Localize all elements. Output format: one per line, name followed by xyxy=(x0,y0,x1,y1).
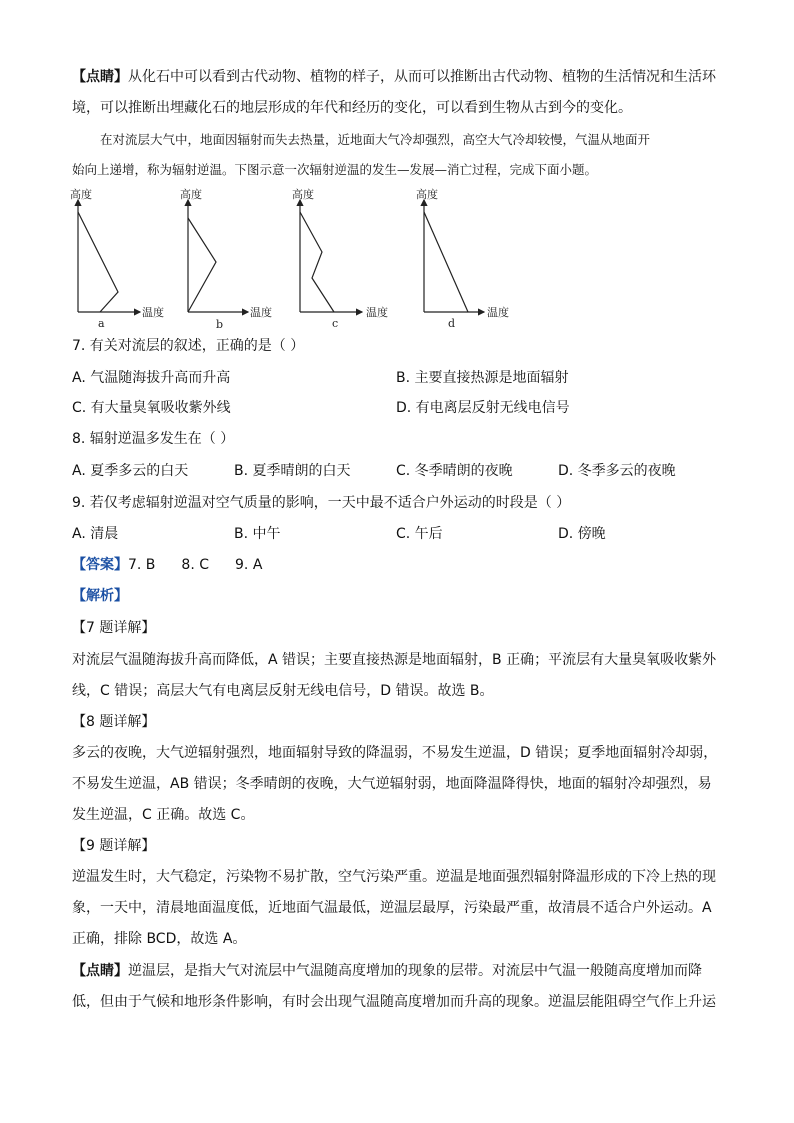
answer-line xyxy=(72,555,262,575)
x-axis-label: 温度 xyxy=(250,306,272,319)
tip-text-line: 低，但由于气候和地形条件影响，有时会出现气温随高度增加而升高的现象。逆温层能阻碍空气作上升运 xyxy=(72,994,716,1010)
detail-8-line-2: 不易发生逆温，AB 错误；冬季晴朗的夜晚，大气逆辐射弱，地面降温降得快，地面的辐射冷却强烈，易 xyxy=(72,776,712,792)
q9-option-a: A. 清晨 xyxy=(72,526,119,542)
answer-7: 7. B xyxy=(128,557,156,573)
inversion-figure xyxy=(60,182,530,332)
panel-label-a: a xyxy=(98,317,105,330)
q7-option-d: D. 有电离层反射无线电信号 xyxy=(396,400,570,416)
q7-stem: 7. 有关对流层的叙述，正确的是（ ） xyxy=(72,338,305,354)
q8-option-a: A. 夏季多云的白天 xyxy=(72,463,189,479)
y-axis-label: 高度 xyxy=(416,188,438,201)
q8-option-b: B. 夏季晴朗的白天 xyxy=(234,463,351,479)
detail-8-tag: 【8 题详解】 xyxy=(72,714,156,730)
tip-text: 逆温层，是指大气对流层中气温随高度增加的现象的层带。对流层中气温一般随高度增加而降 xyxy=(128,963,702,979)
panel-label-b: b xyxy=(216,318,224,331)
tip-paragraph-1 xyxy=(72,67,716,87)
detail-9-line-3: 正确，排除 BCD，故选 A。 xyxy=(72,931,247,947)
tip-text: 从化石中可以看到古代动物、植物的样子，从而可以推断出古代动物、植物的生活情况和生活环 xyxy=(128,69,716,85)
panel-label-c: c xyxy=(332,317,339,330)
panel-d xyxy=(416,187,509,330)
q8-stem: 8. 辐射逆温多发生在（ ） xyxy=(72,431,235,447)
q7-option-b: B. 主要直接热源是地面辐射 xyxy=(396,370,569,386)
x-axis-label: 温度 xyxy=(487,306,509,319)
q8-option-d: D. 冬季多云的夜晚 xyxy=(558,463,676,479)
q7-option-c: C. 有大量臭氧吸收紫外线 xyxy=(72,400,231,416)
answer-8: 8. C xyxy=(181,557,210,573)
passage-line-2: 始向上递增，称为辐射逆温。下图示意一次辐射逆温的发生—发展—消亡过程，完成下面小题。 xyxy=(72,162,598,177)
detail-7-line-2: 线，C 错误；高层大气有电离层反射无线电信号，D 错误。故选 B。 xyxy=(72,683,494,699)
x-axis-label: 温度 xyxy=(142,306,164,319)
tip-tag: 【点睛】 xyxy=(72,963,128,979)
passage-line-1: 在对流层大气中，地面因辐射而失去热量，近地面大气冷却强烈，高空大气冷却较慢，气温从地面开 xyxy=(100,132,651,147)
detail-9-line-2: 象，一天中，清晨地面温度低，近地面气温最低，逆温层最厚，污染最严重，故清晨不适合户外运动。A xyxy=(72,900,712,916)
panel-c xyxy=(292,187,388,330)
x-axis-label: 温度 xyxy=(366,306,388,319)
panel-label-d: d xyxy=(448,317,456,330)
panel-a xyxy=(70,187,164,330)
analysis-tag: 【解析】 xyxy=(72,588,128,604)
y-axis-label: 高度 xyxy=(180,188,202,201)
q9-option-c: C. 午后 xyxy=(396,526,443,542)
answer-9: 9. A xyxy=(235,557,263,573)
panel-b xyxy=(180,187,272,331)
tip-text-line: 境，可以推断出埋藏化石的地层形成的年代和经历的变化，可以看到生物从古到今的变化。 xyxy=(72,100,632,116)
detail-7-tag: 【7 题详解】 xyxy=(72,620,156,636)
y-axis-label: 高度 xyxy=(292,188,314,201)
q8-option-c: C. 冬季晴朗的夜晚 xyxy=(396,463,513,479)
y-axis-label: 高度 xyxy=(70,188,92,201)
tip-paragraph-2 xyxy=(72,961,702,981)
answer-tag: 【答案】 xyxy=(72,557,128,573)
detail-9-tag: 【9 题详解】 xyxy=(72,838,156,854)
tip-tag: 【点睛】 xyxy=(72,69,128,85)
detail-8-line-3: 发生逆温，C 正确。故选 C。 xyxy=(72,807,255,823)
q9-stem: 9. 若仅考虑辐射逆温对空气质量的影响，一天中最不适合户外运动的时段是（ ） xyxy=(72,495,571,511)
q9-option-b: B. 中午 xyxy=(234,526,281,542)
q9-option-d: D. 傍晚 xyxy=(558,526,606,542)
detail-7-line-1: 对流层气温随海拔升高而降低，A 错误；主要直接热源是地面辐射，B 正确；平流层有大量臭氧吸收紫外 xyxy=(72,652,717,668)
detail-9-line-1: 逆温发生时，大气稳定，污染物不易扩散，空气污染严重。逆温是地面强烈辐射降温形成的下冷上热的现 xyxy=(72,869,716,885)
detail-8-line-1: 多云的夜晚，大气逆辐射强烈，地面辐射导致的降温弱，不易发生逆温，D 错误；夏季地面辐射冷却弱， xyxy=(72,745,718,761)
q7-option-a: A. 气温随海拔升高而升高 xyxy=(72,370,231,386)
